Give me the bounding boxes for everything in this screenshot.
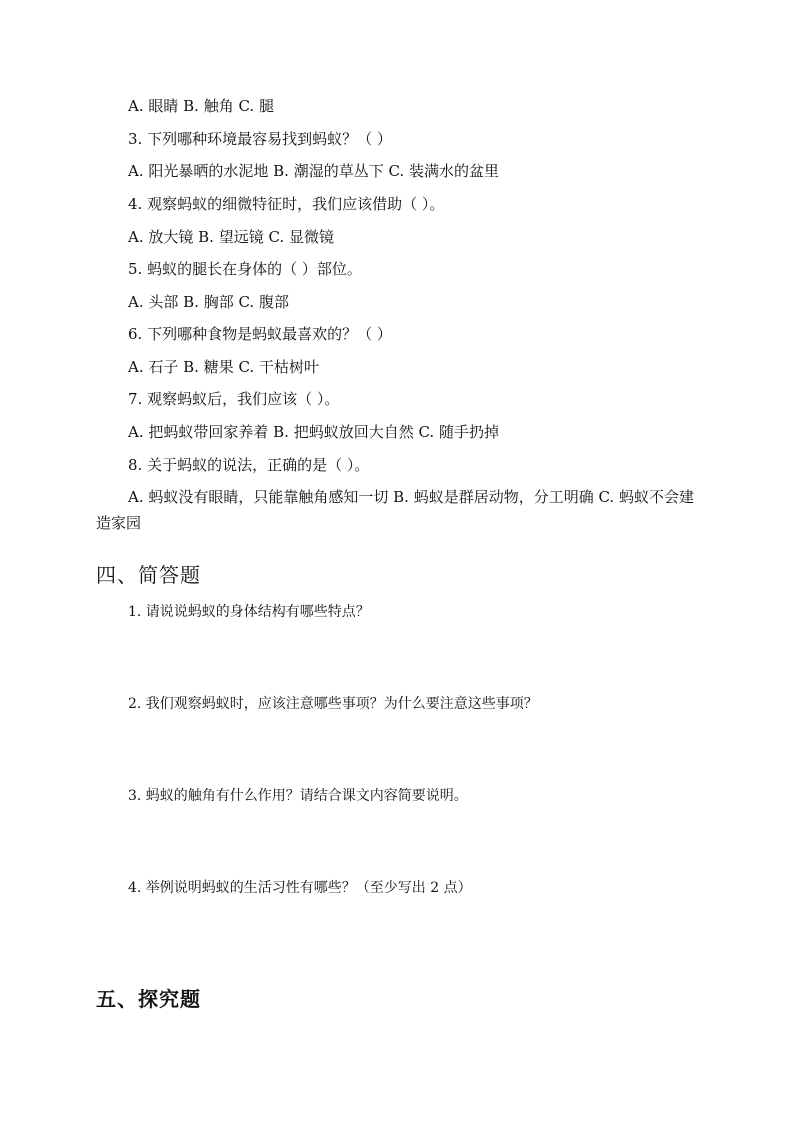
- option-line: A. 头部 B. 胸部 C. 腹部: [128, 293, 289, 311]
- section-heading-inquiry: 五、探究题: [96, 987, 201, 1011]
- question-line: 5. 蚂蚁的腿长在身体的（ ）部位。: [128, 260, 362, 278]
- short-answer-question: 4. 举例说明蚂蚁的生活习性有哪些？（至少写出 2 点）: [128, 880, 472, 896]
- section-heading-short-answer: 四、简答题: [96, 563, 201, 587]
- option-line: A. 石子 B. 糖果 C. 干枯树叶: [128, 358, 319, 376]
- short-answer-question: 2. 我们观察蚂蚁时，应该注意哪些事项？为什么要注意这些事项？: [128, 696, 538, 712]
- option-paragraph: A. 蚂蚁没有眼睛，只能靠触角感知一切 B. 蚂蚁是群居动物，分工明确 C. 蚂蚁不会建造家园: [96, 488, 694, 532]
- option-line: A. 放大镜 B. 望远镜 C. 显微镜: [128, 228, 334, 246]
- question-line: 3. 下列哪种环境最容易找到蚂蚁？（ ）: [128, 130, 392, 148]
- short-answer-question: 3. 蚂蚁的触角有什么作用？请结合课文内容简要说明。: [128, 788, 468, 804]
- question-line: 8. 关于蚂蚁的说法，正确的是（ ）。: [128, 456, 370, 474]
- question-line: 6. 下列哪种食物是蚂蚁最喜欢的？（ ）: [128, 325, 392, 343]
- option-line: A. 眼睛 B. 触角 C. 腿: [128, 97, 274, 115]
- question-line: 4. 观察蚂蚁的细微特征时，我们应该借助（ ）。: [128, 195, 445, 213]
- short-answer-question: 1. 请说说蚂蚁的身体结构有哪些特点？: [128, 604, 370, 620]
- option-line: A. 阳光暴晒的水泥地 B. 潮湿的草丛下 C. 装满水的盆里: [128, 162, 499, 180]
- question-line: 7. 观察蚂蚁后，我们应该（ ）。: [128, 390, 340, 408]
- option-line: A. 把蚂蚁带回家养着 B. 把蚂蚁放回大自然 C. 随手扔掉: [128, 423, 499, 441]
